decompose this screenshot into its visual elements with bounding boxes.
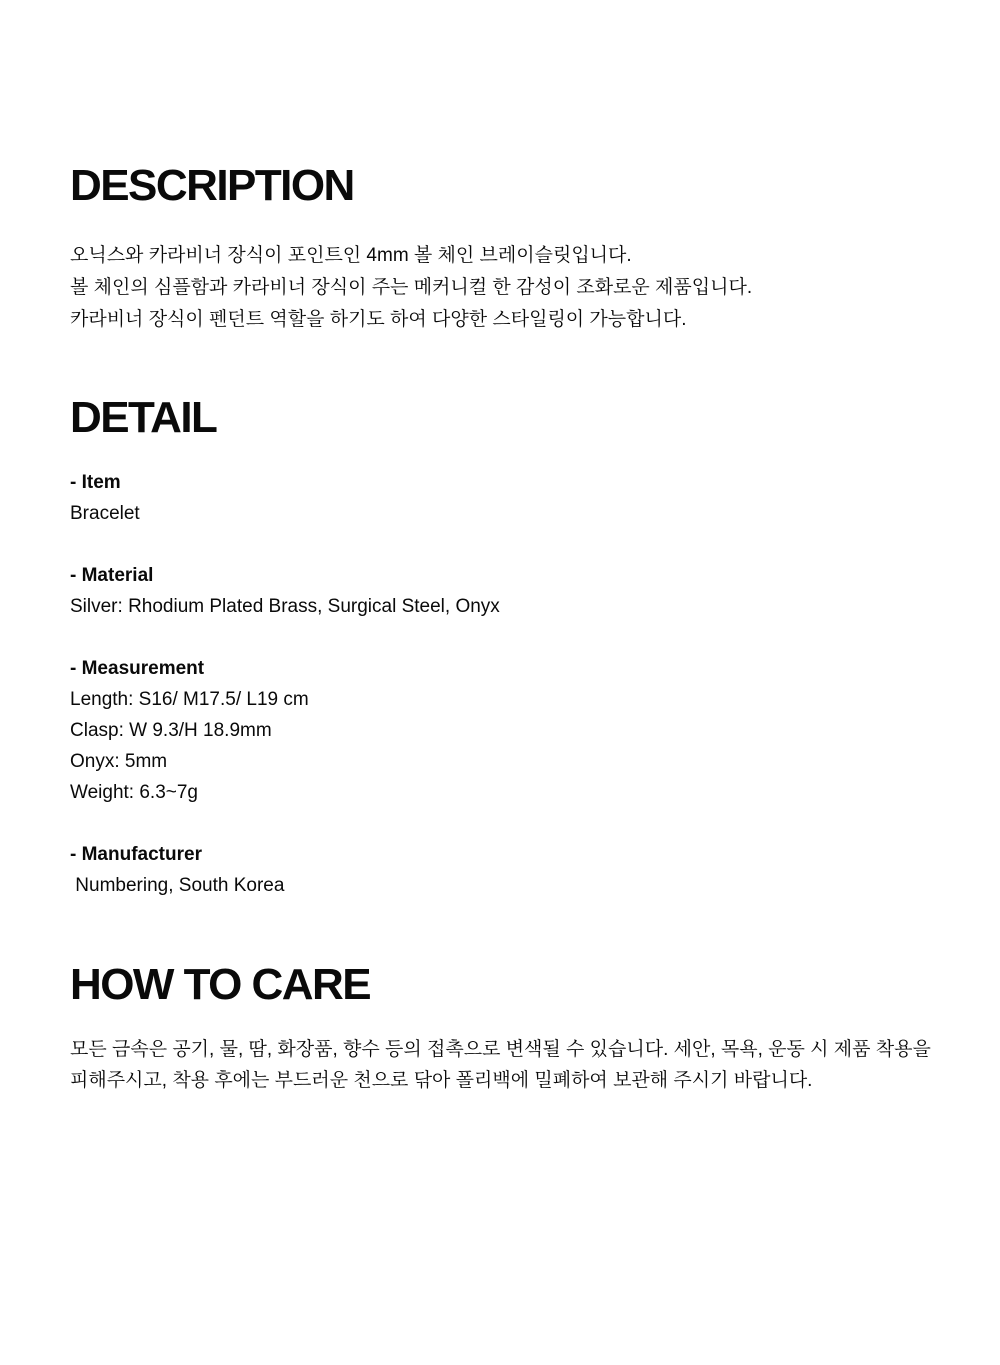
detail-value-length: Length: S16/ M17.5/ L19 cm: [70, 689, 309, 710]
detail-value-item: Bracelet: [70, 503, 140, 524]
detail-heading: DETAIL: [70, 393, 217, 442]
section-description: [70, 161, 935, 336]
detail-value-clasp: Clasp: W 9.3/H 18.9mm: [70, 720, 272, 741]
description-line: 볼 체인의 심플함과 카라비너 장식이 주는 메커니컬 한 감성이 조화로운 제품입니다.: [70, 277, 753, 298]
detail-label-item: - Item: [70, 472, 121, 493]
how-to-care-paragraph: 모든 금속은 공기, 물, 땀, 화장품, 향수 등의 접촉으로 변색될 수 있습니다. 세안, 목욕, 운동 시 제품 착용을 피해주시고, 착용 후에는 부드러운 천으로 닦아 폴리백에 밀폐하여 보관해 주시기 바랍니다.: [70, 1039, 931, 1091]
detail-group-item: [70, 467, 935, 529]
description-line: 오닉스와 카라비너 장식이 포인트인 4mm 볼 체인 브레이슬릿입니다.: [70, 245, 632, 266]
detail-value-onyx: Onyx: 5mm: [70, 751, 168, 772]
section-how-to-care: [70, 960, 935, 1096]
how-to-care-heading: HOW TO CARE: [70, 960, 371, 1009]
product-info-page: [0, 161, 1000, 1096]
detail-group-material: [70, 560, 935, 622]
detail-group-measurement: [70, 653, 935, 808]
description-paragraph: [70, 240, 935, 336]
detail-group-manufacturer: [70, 839, 935, 901]
detail-value-material: Silver: Rhodium Plated Brass, Surgical Steel, Onyx: [70, 596, 500, 617]
section-detail: [70, 393, 935, 901]
detail-value-weight: Weight: 6.3~7g: [70, 782, 198, 803]
description-heading: DESCRIPTION: [70, 161, 354, 210]
detail-label-manufacturer: - Manufacturer: [70, 844, 202, 865]
detail-value-manufacturer: Numbering, South Korea: [70, 875, 285, 896]
detail-label-measurement: - Measurement: [70, 658, 205, 679]
detail-label-material: - Material: [70, 565, 154, 586]
description-line: 카라비너 장식이 펜던트 역할을 하기도 하여 다양한 스타일링이 가능합니다.: [70, 309, 687, 330]
